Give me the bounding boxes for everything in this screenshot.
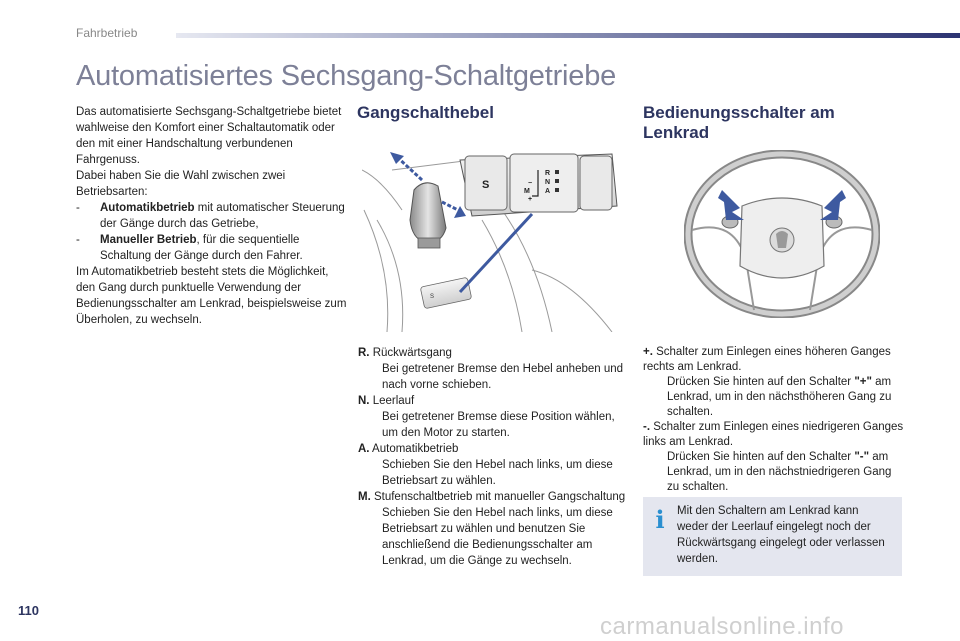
bullet-text [100, 232, 348, 264]
bullet-rest: mit automatischer Steuerung der Gänge durch das Getriebe, [100, 202, 345, 230]
switch-label: Schalter zum Einlegen eines niedrigeren Ganges links am Lenkrad. [643, 421, 904, 448]
gear-m-label: M [524, 188, 530, 195]
info-text: Mit den Schaltern am Lenkrad kann weder der Leerlauf eingelegt noch der Rückwärtsgang eingelegt oder verlassen werden. [677, 505, 885, 565]
instruction-post: am Lenkrad, um in den nächsthöheren Gang zu schalten. [667, 376, 892, 418]
position-m [358, 489, 633, 569]
arrow-left-paddle-icon [718, 190, 744, 220]
bullet-dash: - [76, 202, 80, 214]
position-instruction: Bei getretener Bremse diese Position wählen, um den Motor zu starten. [382, 411, 615, 439]
position-instruction: Schieben Sie den Hebel nach links, um diese Betriebsart zu wählen. [382, 459, 613, 487]
position-code: M. [358, 491, 371, 503]
bullet-rest: , für die sequentielle Schaltung der Gänge durch den Fahrer. [100, 234, 303, 262]
page-title: Automatisiertes Sechsgang-Schaltgetriebe [76, 60, 617, 92]
header-rule [176, 33, 960, 38]
instruction-post: am Lenkrad, um in den nächstniedrigeren Gang zu schalten. [667, 451, 892, 493]
switch-code: +. [643, 346, 653, 358]
pointing-finger-icon [643, 450, 667, 495]
steering-wheel-illustration [684, 150, 880, 318]
gear-lever-heading: Gangschalthebel [357, 103, 494, 122]
gear-a-label: A [545, 188, 551, 195]
pointing-finger-icon [358, 457, 382, 489]
gear-knob [410, 183, 446, 248]
position-code: N. [358, 395, 370, 407]
gear-positions-list [358, 345, 633, 569]
section-label: Fahrbetrieb [76, 26, 138, 40]
steering-switch-list [643, 345, 905, 495]
intro-paragraph-3: Im Automatikbetrieb besteht stets die Möglichkeit, den Gang durch punktuelle Verwendung der Bedienungsschalter am Lenkrad, beispielsweise zum Überholen, zu wechseln. [76, 266, 347, 326]
position-label: Rückwärtsgang [369, 347, 452, 359]
lion-icon [776, 231, 788, 248]
switch-code: -. [643, 421, 651, 433]
gear-n-label: N [545, 179, 551, 186]
pointing-finger-icon [358, 361, 382, 393]
bullet-text [100, 200, 348, 232]
sport-mode-label: S [482, 179, 490, 191]
position-instruction: Schieben Sie den Hebel nach links, um diese Betriebsart zu wählen und benutzen Sie anschließend die Bedienungsschalter am Lenkrad, um die Gänge zu wechseln. [382, 507, 613, 567]
bullet-bold: Manueller Betrieb [100, 234, 197, 246]
switch-minus [643, 420, 905, 495]
zoom-pointer-line [460, 214, 532, 292]
info-box [643, 497, 902, 576]
position-r [358, 345, 633, 393]
instruction-key: "+" [854, 376, 872, 388]
intro-paragraph-2: Dabei haben Sie die Wahl zwischen zwei Betriebsarten: [76, 170, 286, 198]
position-label: Automatikbetrieb [369, 443, 459, 455]
arrow-right-paddle-icon [820, 190, 846, 220]
watermark: carmanualsonline.info [600, 613, 844, 640]
position-a [358, 441, 633, 489]
gear-plus-label: + [528, 196, 533, 203]
gear-lever-illustration [362, 150, 622, 332]
instruction-key: "-" [854, 451, 870, 463]
pointing-finger-icon [643, 375, 667, 420]
console-panel [420, 277, 472, 308]
mode-bullet-auto [76, 200, 348, 232]
switch-label: Schalter zum Einlegen eines höheren Ganges rechts am Lenkrad. [643, 346, 891, 373]
instruction-pre: Drücken Sie hinten auf den Schalter [667, 376, 855, 388]
bullet-dash: - [76, 234, 80, 246]
switch-plus [643, 345, 905, 420]
gear-selector-panel [460, 154, 617, 216]
bullet-bold: Automatikbetrieb [100, 202, 195, 214]
position-code: A. [358, 443, 370, 455]
position-n [358, 393, 633, 441]
position-label: Stufenschaltbetrieb mit manueller Gangschaltung [370, 491, 626, 503]
steering-wheel-drawing [684, 150, 880, 318]
intro-paragraph-1: Das automatisierte Sechsgang-Schaltgetriebe bietet wahlweise den Komfort einer Schaltautomatik oder den mit einer Handschaltung verbundenen Fahrgenuss. [76, 106, 342, 166]
page-number: 110 [18, 603, 39, 618]
instruction-pre: Drücken Sie hinten auf den Schalter [667, 451, 855, 463]
console-s-label: S [430, 294, 435, 300]
info-icon: i [655, 505, 665, 534]
gear-r-label: R [545, 170, 551, 177]
switch-instruction [667, 375, 905, 420]
steering-switch-heading: Bedienungsschalter am Lenkrad [643, 103, 835, 142]
position-label: Leerlauf [369, 395, 415, 407]
intro-column [76, 104, 348, 328]
position-instruction: Bei getretener Bremse den Hebel anheben und nach vorne schieben. [382, 363, 624, 391]
switch-instruction [667, 450, 905, 495]
position-code: R. [358, 347, 370, 359]
mode-bullet-manual [76, 232, 348, 264]
pointing-finger-icon [358, 505, 382, 569]
gear-lever-drawing [362, 150, 622, 332]
gear-minus-label: − [528, 180, 533, 187]
pointing-finger-icon [358, 409, 382, 441]
